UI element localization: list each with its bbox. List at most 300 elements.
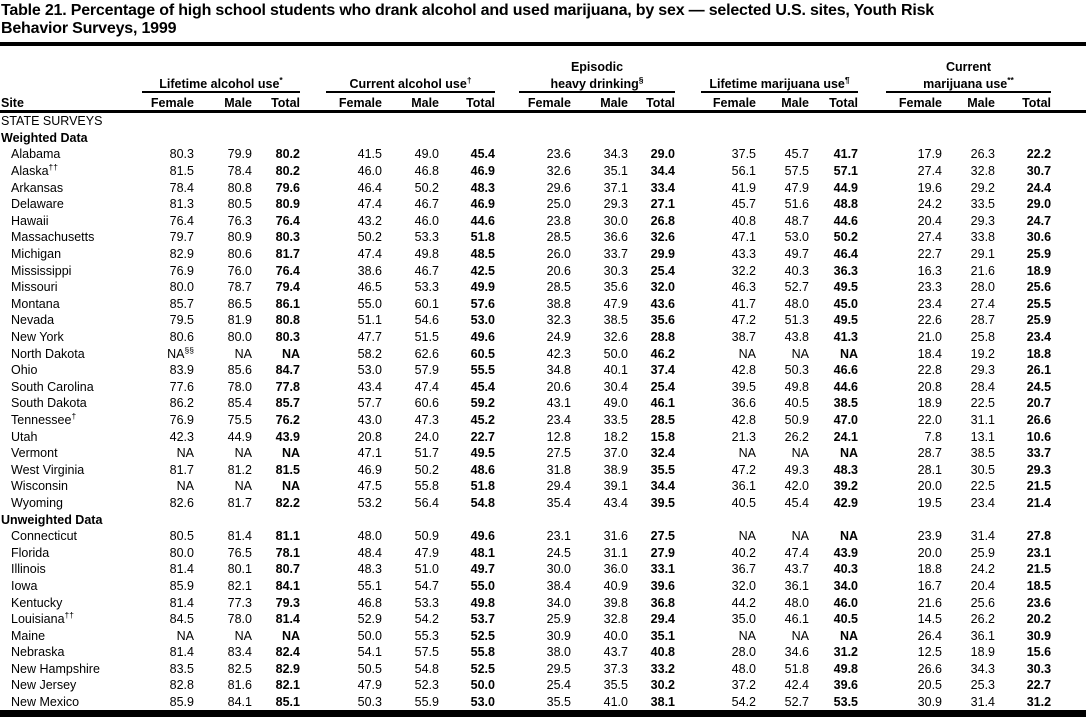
value-cell: 81.4 xyxy=(169,595,194,610)
value-cell: 76.9 xyxy=(169,263,194,278)
bottom-rule xyxy=(0,710,1086,717)
value-cell: 19.2 xyxy=(970,346,996,361)
value-cell: 31.8 xyxy=(546,462,571,477)
column-gap xyxy=(858,495,886,512)
value-cell: 48.3 xyxy=(833,462,859,477)
column-gap xyxy=(675,677,701,694)
value-cell: NA xyxy=(281,346,300,361)
column-gap xyxy=(675,246,701,263)
value-cell: 20.0 xyxy=(917,545,943,560)
value-cell: 57.7 xyxy=(357,396,382,411)
value-cell: 49.0 xyxy=(414,147,439,162)
site-col-spacer xyxy=(0,46,142,74)
value-cell: 25.3 xyxy=(970,678,996,693)
value-cell: NA xyxy=(176,628,194,643)
site-name: Connecticut xyxy=(11,529,78,544)
value-cell: 26.3 xyxy=(970,147,996,162)
value-cell: 38.5 xyxy=(833,396,859,411)
value-cell: 18.9 xyxy=(917,396,943,411)
value-cell: 49.5 xyxy=(470,446,495,461)
value-cell: 53.2 xyxy=(357,495,382,510)
value-cell: 53.0 xyxy=(784,230,810,245)
section-heading: Unweighted Data xyxy=(1,512,103,527)
value-cell: NA xyxy=(281,479,300,494)
column-gap xyxy=(858,345,886,362)
value-cell: 29.4 xyxy=(650,612,676,627)
column-gap xyxy=(675,461,701,478)
right-margin xyxy=(1051,163,1086,180)
right-margin xyxy=(1051,395,1086,412)
value-cell: 60.6 xyxy=(414,396,439,411)
column-gap xyxy=(858,196,886,213)
value-cell: 39.1 xyxy=(603,479,628,494)
value-cell: 44.6 xyxy=(833,213,859,228)
value-cell: 32.0 xyxy=(731,578,757,593)
column-gap xyxy=(495,495,519,512)
column-gap xyxy=(300,379,326,396)
value-cell: 30.2 xyxy=(650,678,676,693)
value-cell: 36.1 xyxy=(784,578,810,593)
value-cell: 47.7 xyxy=(357,330,382,345)
value-cell: 51.7 xyxy=(414,446,439,461)
value-cell: 37.5 xyxy=(731,147,757,162)
value-cell: 53.0 xyxy=(470,313,495,328)
value-cell: 37.1 xyxy=(603,180,628,195)
value-cell: 76.3 xyxy=(227,213,252,228)
value-cell: 23.9 xyxy=(917,529,943,544)
group-label: Lifetime alcohol use xyxy=(159,77,280,91)
value-cell: 44.6 xyxy=(833,379,859,394)
value-cell: 78.0 xyxy=(227,612,252,627)
column-gap xyxy=(495,92,519,112)
value-cell: 43.2 xyxy=(357,213,382,228)
table-row xyxy=(0,146,1086,163)
footnote-mark: * xyxy=(279,74,283,85)
value-cell: 82.1 xyxy=(227,578,252,593)
group-current-alcohol-line1 xyxy=(326,46,495,74)
value-cell: 24.9 xyxy=(546,330,571,345)
value-cell: 79.3 xyxy=(275,595,300,610)
right-margin xyxy=(1051,644,1086,661)
value-cell: 25.9 xyxy=(546,612,571,627)
column-gap xyxy=(675,345,701,362)
value-cell: 83.9 xyxy=(169,363,194,378)
value-cell: 47.9 xyxy=(357,678,382,693)
value-cell: 55.0 xyxy=(470,578,495,593)
value-cell: NA xyxy=(234,628,252,643)
value-cell: NA xyxy=(839,628,859,643)
value-cell: 76.0 xyxy=(227,263,252,278)
value-cell: 34.4 xyxy=(650,479,676,494)
site-name: Nevada xyxy=(11,313,55,328)
col-header-female: Female xyxy=(142,92,194,112)
value-cell: NA xyxy=(738,446,757,461)
value-cell: 26.4 xyxy=(917,628,943,643)
table-row xyxy=(0,445,1086,462)
group-current-marijuana xyxy=(886,74,1051,92)
value-cell: 81.7 xyxy=(275,247,300,262)
table-row xyxy=(0,163,1086,180)
value-cell: 54.6 xyxy=(414,313,439,328)
value-cell: 84.5 xyxy=(169,612,194,627)
column-gap xyxy=(858,445,886,462)
value-cell: 16.3 xyxy=(917,263,943,278)
value-cell: 49.8 xyxy=(784,379,810,394)
value-cell: 43.7 xyxy=(603,645,628,660)
value-cell: 48.7 xyxy=(784,213,810,228)
table-title-line2: Behavior Surveys, 1999 xyxy=(1,20,177,37)
value-cell: 48.1 xyxy=(470,545,495,560)
footnote-mark: ** xyxy=(1007,74,1014,85)
right-margin xyxy=(1051,544,1086,561)
value-cell: 24.4 xyxy=(1026,180,1052,195)
value-cell: 23.6 xyxy=(546,147,571,162)
value-cell: NA xyxy=(234,346,252,361)
column-gap xyxy=(495,196,519,213)
value-cell: 45.4 xyxy=(784,495,810,510)
value-cell: 47.2 xyxy=(731,462,757,477)
value-cell: 24.5 xyxy=(546,545,571,560)
value-cell: 28.1 xyxy=(917,462,943,477)
column-gap xyxy=(495,213,519,230)
column-gap xyxy=(858,92,886,112)
column-gap xyxy=(675,528,701,545)
value-cell: 25.8 xyxy=(970,330,996,345)
value-cell: 35.5 xyxy=(603,678,628,693)
column-gap xyxy=(495,345,519,362)
footnote-mark: §§ xyxy=(184,345,194,355)
column-gap xyxy=(300,478,326,495)
table-row xyxy=(0,279,1086,296)
column-gap xyxy=(300,146,326,163)
value-cell: 42.3 xyxy=(546,346,571,361)
value-cell: 81.1 xyxy=(275,529,300,544)
value-cell: NA xyxy=(176,446,194,461)
column-gap xyxy=(495,478,519,495)
value-cell: 41.7 xyxy=(731,296,757,311)
value-cell: 80.2 xyxy=(275,164,300,179)
value-cell: 44.2 xyxy=(731,595,757,610)
value-cell: 49.7 xyxy=(784,247,810,262)
value-cell: NA xyxy=(738,628,757,643)
value-cell: 33.5 xyxy=(603,412,628,427)
value-cell: 23.1 xyxy=(546,529,571,544)
value-cell: 37.3 xyxy=(603,661,628,676)
value-cell: 33.4 xyxy=(650,180,676,195)
column-gap xyxy=(858,578,886,595)
column-gap xyxy=(300,46,326,74)
value-cell: 33.5 xyxy=(970,197,996,212)
value-cell: 81.4 xyxy=(275,612,300,627)
value-cell: 38.5 xyxy=(970,446,996,461)
value-cell: 29.1 xyxy=(970,247,996,262)
value-cell: 81.9 xyxy=(227,313,252,328)
value-cell: 16.7 xyxy=(917,578,943,593)
right-margin xyxy=(1051,428,1086,445)
value-cell: 80.3 xyxy=(169,147,194,162)
value-cell: 57.5 xyxy=(414,645,439,660)
section-heading: Weighted Data xyxy=(1,130,88,145)
table-row xyxy=(0,229,1086,246)
column-gap xyxy=(858,611,886,628)
group-label: Current alcohol use xyxy=(349,77,467,91)
value-cell: 38.8 xyxy=(546,296,571,311)
value-cell: 39.8 xyxy=(603,595,628,610)
col-header-female: Female xyxy=(886,92,942,112)
value-cell: 55.0 xyxy=(357,296,382,311)
value-cell: 36.6 xyxy=(603,230,628,245)
value-cell: 50.9 xyxy=(784,412,810,427)
table-row xyxy=(0,262,1086,279)
value-cell: 46.4 xyxy=(833,247,859,262)
column-gap xyxy=(858,694,886,711)
value-cell: 21.6 xyxy=(917,595,943,610)
value-cell: 34.4 xyxy=(650,164,676,179)
table-title xyxy=(0,0,1086,40)
value-cell: 52.5 xyxy=(470,628,495,643)
value-cell: 36.3 xyxy=(833,263,859,278)
value-cell: 10.6 xyxy=(1026,429,1052,444)
value-cell: 45.4 xyxy=(470,147,495,162)
value-cell: 53.5 xyxy=(833,695,859,710)
value-cell: 15.6 xyxy=(1026,645,1052,660)
value-cell: 31.2 xyxy=(1026,695,1052,710)
value-cell: 25.6 xyxy=(1026,280,1052,295)
column-gap xyxy=(858,246,886,263)
value-cell: 80.3 xyxy=(275,330,300,345)
group-lifetime-alcohol xyxy=(142,74,300,92)
value-cell: 84.1 xyxy=(275,578,300,593)
value-cell: 34.3 xyxy=(603,147,628,162)
column-gap xyxy=(675,644,701,661)
group-lifetime-marijuana-line1 xyxy=(701,46,858,74)
column-gap xyxy=(675,329,701,346)
column-gap xyxy=(300,345,326,362)
value-cell: 46.9 xyxy=(470,164,495,179)
column-gap xyxy=(675,412,701,429)
value-cell: 38.7 xyxy=(731,330,757,345)
value-cell: 86.1 xyxy=(275,296,300,311)
site-name: Utah xyxy=(11,429,38,444)
value-cell: 77.6 xyxy=(169,379,194,394)
column-gap xyxy=(300,229,326,246)
value-cell: 39.6 xyxy=(650,578,676,593)
column-gap xyxy=(495,561,519,578)
value-cell: 34.0 xyxy=(546,595,571,610)
group-header-line1-row xyxy=(0,46,1086,74)
column-gap xyxy=(858,146,886,163)
value-cell: 33.8 xyxy=(970,230,996,245)
value-cell: 82.9 xyxy=(169,247,194,262)
value-cell: NA xyxy=(791,446,810,461)
value-cell: 31.6 xyxy=(603,529,628,544)
column-gap xyxy=(300,445,326,462)
value-cell: 46.7 xyxy=(414,263,439,278)
site-name: New Hampshire xyxy=(11,661,100,676)
column-gap xyxy=(858,329,886,346)
right-margin xyxy=(1051,262,1086,279)
value-cell: 82.1 xyxy=(275,678,300,693)
site-name: Missouri xyxy=(11,280,58,295)
value-cell: 46.2 xyxy=(650,346,676,361)
value-cell: NA xyxy=(839,346,859,361)
right-margin xyxy=(1051,146,1086,163)
right-margin xyxy=(1051,179,1086,196)
value-cell: 48.3 xyxy=(357,562,382,577)
value-cell: 82.9 xyxy=(275,661,300,676)
value-cell: 56.1 xyxy=(731,164,757,179)
value-cell: 49.9 xyxy=(470,280,495,295)
value-cell: 40.8 xyxy=(731,213,757,228)
value-cell: 20.8 xyxy=(357,429,382,444)
right-margin xyxy=(1051,345,1086,362)
value-cell: 54.8 xyxy=(414,661,439,676)
footnote-mark: †† xyxy=(48,162,58,172)
site-name: Ohio xyxy=(11,363,38,378)
site-name: Wisconsin xyxy=(11,479,68,494)
col-header-total: Total xyxy=(252,92,300,112)
value-cell: 12.8 xyxy=(546,429,571,444)
right-margin xyxy=(1051,329,1086,346)
value-cell: 50.9 xyxy=(414,529,439,544)
value-cell: 47.9 xyxy=(414,545,439,560)
value-cell: 48.0 xyxy=(784,595,810,610)
value-cell: 80.8 xyxy=(275,313,300,328)
column-gap xyxy=(858,677,886,694)
value-cell: 30.9 xyxy=(1026,628,1052,643)
value-cell: 42.3 xyxy=(169,429,194,444)
value-cell: 48.0 xyxy=(357,529,382,544)
value-cell: 32.6 xyxy=(650,230,676,245)
value-cell: 18.9 xyxy=(1026,263,1052,278)
value-cell: 62.6 xyxy=(414,346,439,361)
value-cell: 81.6 xyxy=(227,678,252,693)
value-cell: 26.1 xyxy=(1026,363,1052,378)
site-name: Michigan xyxy=(11,247,62,262)
value-cell: 21.5 xyxy=(1026,562,1052,577)
value-cell: 41.7 xyxy=(833,147,859,162)
value-cell: 7.8 xyxy=(924,429,943,444)
value-cell: 13.1 xyxy=(970,429,996,444)
value-cell: 36.6 xyxy=(731,396,757,411)
column-gap xyxy=(858,478,886,495)
value-cell: 23.3 xyxy=(917,280,943,295)
column-gap xyxy=(858,461,886,478)
value-cell: 20.7 xyxy=(1026,396,1052,411)
value-cell: 34.3 xyxy=(970,661,996,676)
value-cell: 23.8 xyxy=(546,213,571,228)
value-cell: 85.1 xyxy=(275,695,300,710)
table-row xyxy=(0,627,1086,644)
site-name: New Mexico xyxy=(11,695,80,710)
value-cell: 25.9 xyxy=(1026,313,1052,328)
footnote-mark: † xyxy=(466,74,472,85)
site-name: Iowa xyxy=(11,578,38,593)
value-cell: 21.6 xyxy=(970,263,996,278)
right-margin xyxy=(1051,312,1086,329)
value-cell: 30.9 xyxy=(546,628,571,643)
value-cell: 30.3 xyxy=(1026,661,1052,676)
value-cell: 43.4 xyxy=(603,495,628,510)
table-row xyxy=(0,312,1086,329)
column-gap xyxy=(675,627,701,644)
value-cell: NA xyxy=(234,479,252,494)
value-cell: 42.8 xyxy=(731,412,757,427)
value-cell: 51.5 xyxy=(414,330,439,345)
value-cell: 86.2 xyxy=(169,396,194,411)
value-cell: 33.1 xyxy=(650,562,676,577)
value-cell: 47.2 xyxy=(731,313,757,328)
value-cell: 35.6 xyxy=(650,313,676,328)
column-gap xyxy=(300,395,326,412)
value-cell: 45.7 xyxy=(784,147,810,162)
value-cell: 45.0 xyxy=(833,296,859,311)
value-cell: NA xyxy=(176,479,194,494)
right-margin xyxy=(1051,74,1086,92)
column-gap xyxy=(300,594,326,611)
group-label: marijuana use xyxy=(923,77,1008,91)
value-cell: 40.8 xyxy=(650,645,676,660)
column-gap xyxy=(495,578,519,595)
column-gap xyxy=(495,146,519,163)
value-cell: 22.0 xyxy=(917,412,943,427)
value-cell: 30.4 xyxy=(603,379,628,394)
value-cell: 29.3 xyxy=(970,213,996,228)
value-cell: 47.1 xyxy=(731,230,757,245)
value-cell: 46.0 xyxy=(357,164,382,179)
site-name: Alabama xyxy=(11,147,61,162)
right-margin xyxy=(1051,495,1086,512)
value-cell: 49.6 xyxy=(470,330,495,345)
value-cell: 35.1 xyxy=(650,628,676,643)
value-cell: 48.0 xyxy=(784,296,810,311)
value-cell: 32.6 xyxy=(546,164,571,179)
footnote-mark: ¶ xyxy=(844,74,850,85)
value-cell: 48.5 xyxy=(470,247,495,262)
column-gap xyxy=(858,412,886,429)
value-cell: 23.4 xyxy=(970,495,996,510)
column-gap xyxy=(675,594,701,611)
value-cell: 22.2 xyxy=(1026,147,1052,162)
data-table xyxy=(0,46,1086,710)
value-cell: 35.4 xyxy=(546,495,571,510)
value-cell: 40.5 xyxy=(833,612,859,627)
value-cell: 43.9 xyxy=(833,545,859,560)
value-cell: 32.0 xyxy=(650,280,676,295)
value-cell: 29.3 xyxy=(1026,462,1052,477)
value-cell: 85.9 xyxy=(169,578,194,593)
table-row xyxy=(0,495,1086,512)
column-gap xyxy=(858,179,886,196)
right-margin xyxy=(1051,594,1086,611)
value-cell: 82.5 xyxy=(227,661,252,676)
value-cell: 36.1 xyxy=(970,628,996,643)
column-gap xyxy=(300,528,326,545)
column-gap xyxy=(858,279,886,296)
column-gap xyxy=(300,179,326,196)
column-gap xyxy=(858,46,886,74)
right-margin xyxy=(1051,694,1086,711)
value-cell: 17.9 xyxy=(917,147,943,162)
value-cell: 31.4 xyxy=(970,529,996,544)
value-cell: 49.3 xyxy=(784,462,810,477)
value-cell: 24.1 xyxy=(833,429,859,444)
value-cell: 43.3 xyxy=(731,247,757,262)
value-cell: 46.0 xyxy=(414,213,439,228)
value-cell: 23.4 xyxy=(917,296,943,311)
right-margin xyxy=(1051,213,1086,230)
value-cell: 44.9 xyxy=(833,180,859,195)
